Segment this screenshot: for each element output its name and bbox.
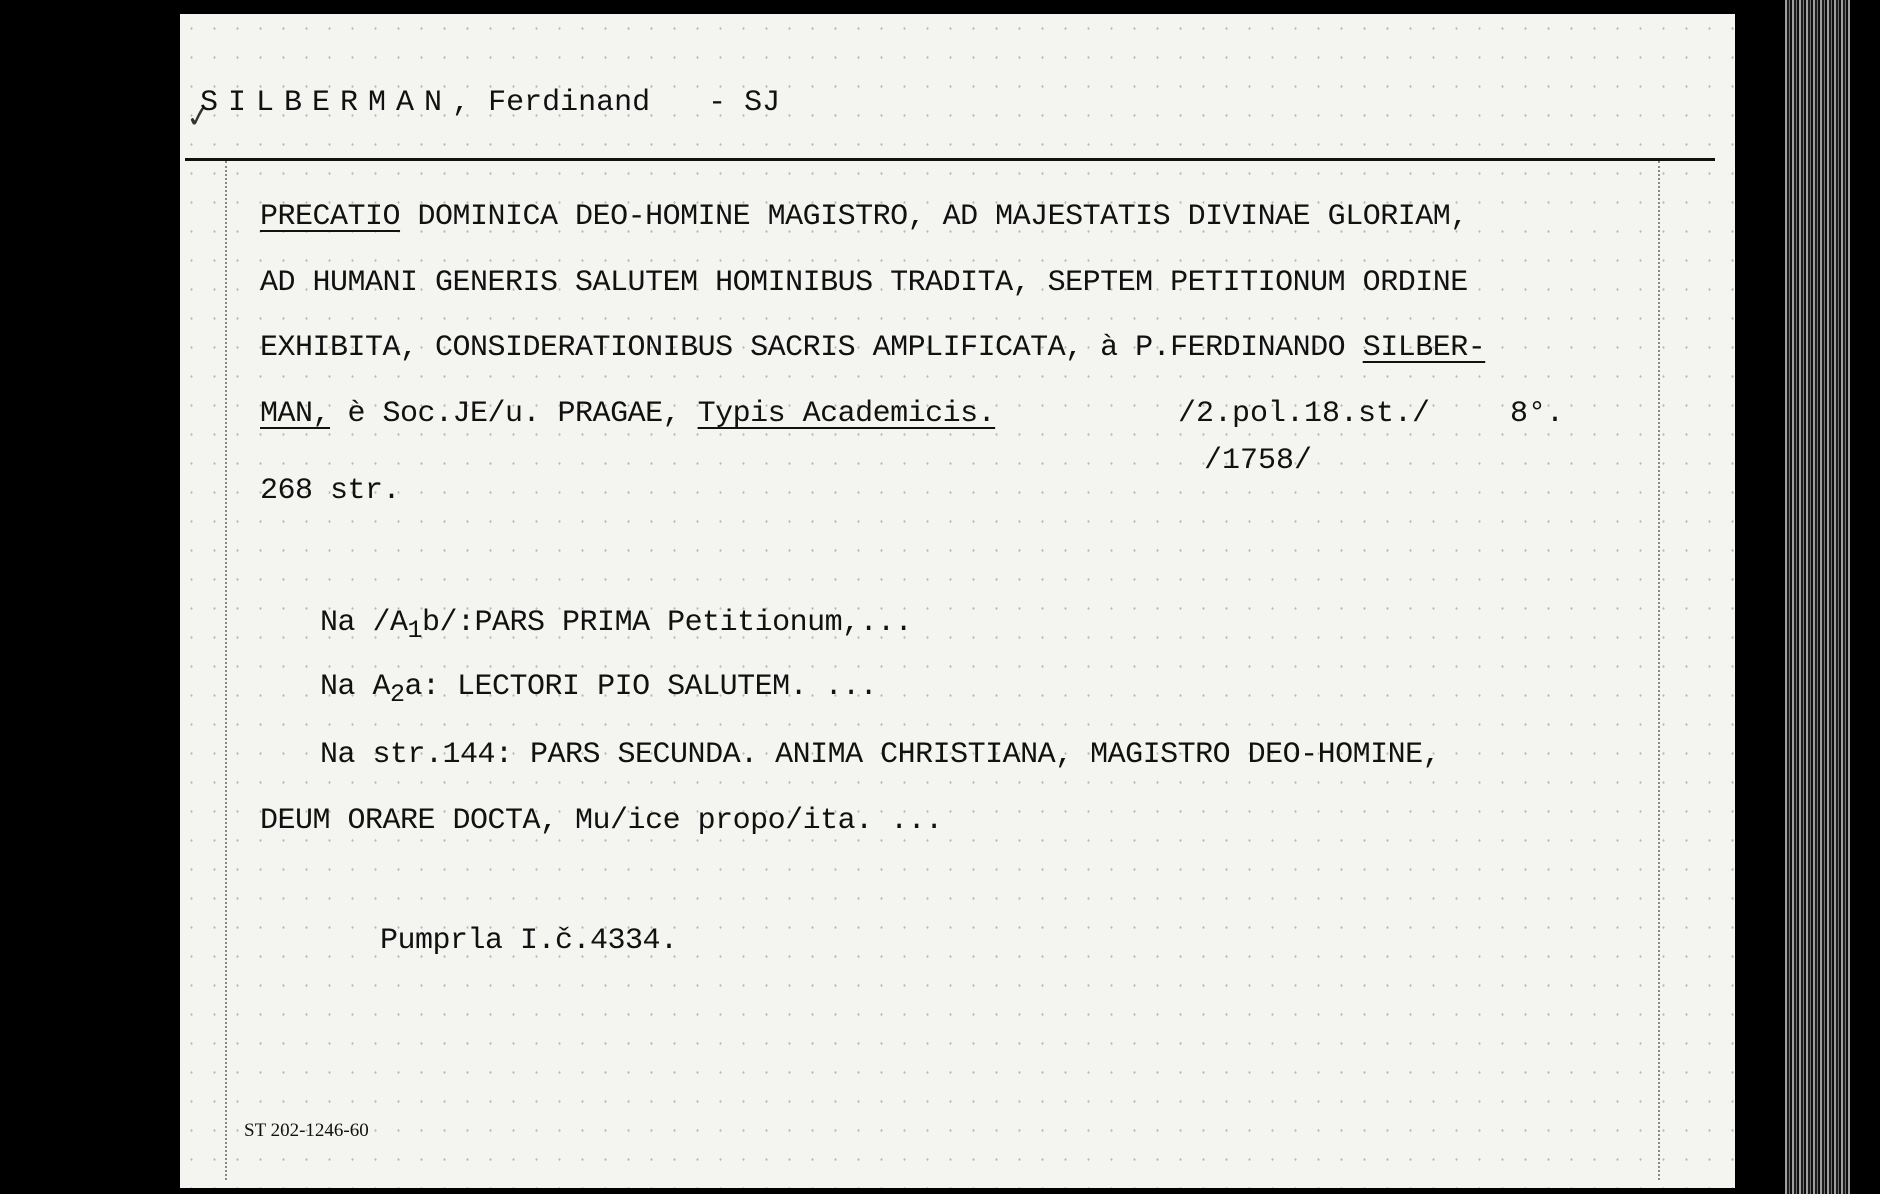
title-line-2: AD HUMANI GENERIS SALUTEM HOMINIBUS TRADITA, SEPTEM PETITIONUM ORDINE (260, 266, 1468, 300)
author-order: - SJ (708, 86, 781, 120)
title-line-4: MAN, è Soc.JE/u. PRAGAE, Typis Academicis. (260, 397, 996, 431)
format-note: /2.pol.18.st./ (1178, 397, 1431, 431)
title-line-1: PRECATIO DOMINICA DEO-HOMINE MAGISTRO, AD MAJESTATIS DIVINAE GLORIAM, (260, 200, 1468, 234)
film-edge-strip (1785, 0, 1850, 1194)
heading-separator: , (452, 86, 471, 120)
catalog-card (180, 14, 1735, 1188)
handwritten-tick-mark: ✓ (185, 98, 212, 140)
card-heading (200, 86, 780, 120)
header-rule (185, 158, 1715, 161)
year-note: /1758/ (1204, 444, 1313, 478)
author-given-name: Ferdinand (488, 86, 651, 120)
author-surname: SILBERMAN (200, 86, 453, 120)
note-line-4: DEUM ORARE DOCTA, Mu/ice propo/ita. ... (260, 804, 943, 838)
title-line-3: EXHIBITA, CONSIDERATIONIBUS SACRIS AMPLIFICATA, à P.FERDINANDO SILBER- (260, 331, 1486, 365)
note-line-3: Na str.144: PARS SECUNDA. ANIMA CHRISTIANA, MAGISTRO DEO-HOMINE, (320, 738, 1441, 772)
note-line-1: Na $/A_1b/:PARS$ PRIMA Petitionum,... (320, 606, 913, 645)
note-line-2: Na $A_2a$: LECTORI PIO SALUTEM. ... (320, 670, 878, 709)
size-note: 8°. (1510, 397, 1565, 431)
card-footer-code: ST 202-1246-60 (244, 1120, 369, 1141)
page-count: 268 str. (260, 474, 401, 508)
bibliographic-reference: Pumprla I.č.4334. (380, 924, 678, 958)
left-margin-line (225, 161, 227, 1180)
right-margin-line (1658, 161, 1660, 1180)
